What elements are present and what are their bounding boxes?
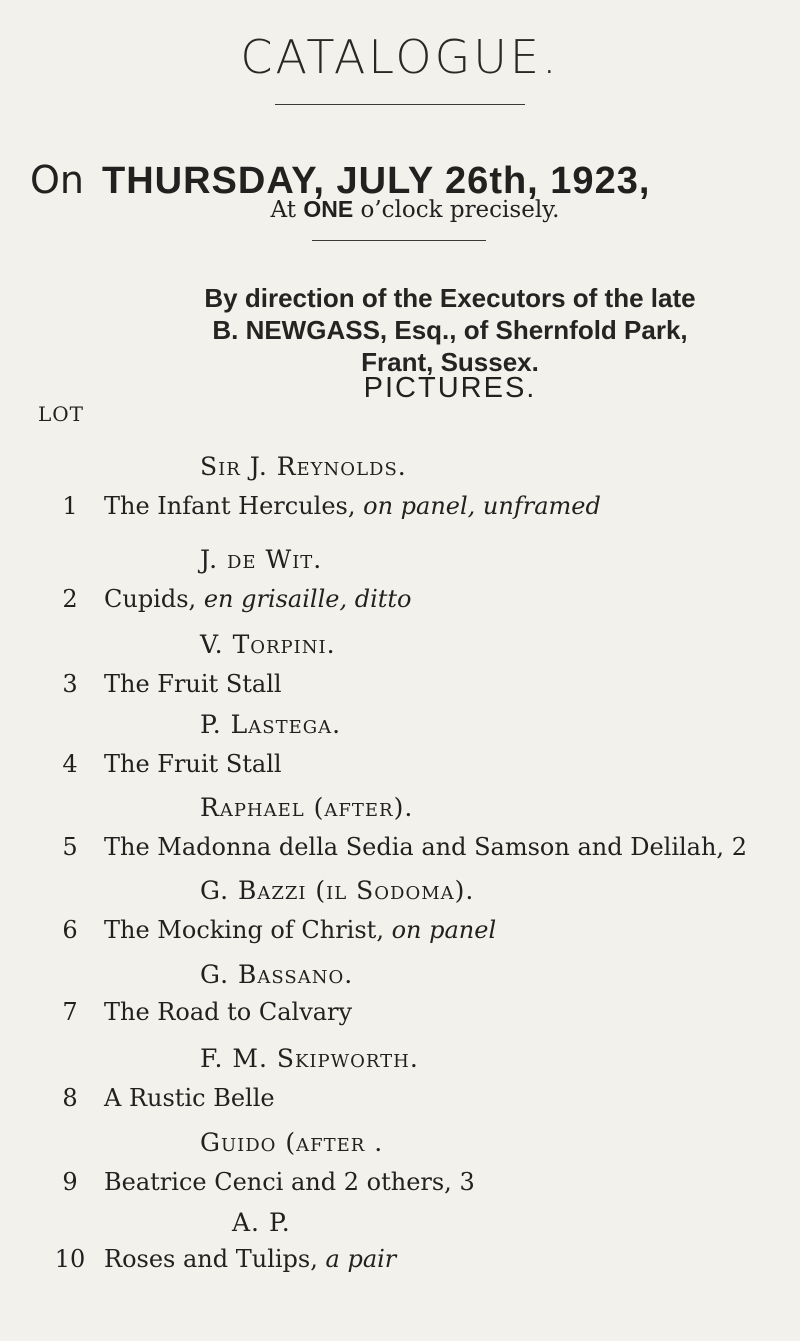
lot-description xyxy=(104,670,282,698)
time-suffix: o’clock precisely. xyxy=(360,197,560,223)
lot-title: A Rustic Belle xyxy=(104,1084,275,1112)
lot-artist: Raphael (after). xyxy=(200,793,414,822)
lot-title: The Mocking of Christ, xyxy=(104,916,384,944)
lot-title: Beatrice Cenci and 2 others, 3 xyxy=(104,1168,475,1196)
lot-artist: A. P. xyxy=(232,1208,291,1237)
lot-title: The Madonna della Sedia and Samson and Delilah, 2 xyxy=(104,833,747,861)
time-hour: ONE xyxy=(303,196,354,222)
lot-entry xyxy=(0,833,800,865)
lot-description xyxy=(104,585,412,613)
lot-title: The Fruit Stall xyxy=(104,670,282,698)
direction-line-1: By direction of the Executors of the late xyxy=(204,283,696,313)
lot-title: Cupids, xyxy=(104,585,197,613)
lot-number: 5 xyxy=(62,833,78,861)
sale-date: THURSDAY, JULY 26th, 1923, xyxy=(102,160,651,202)
lot-entry xyxy=(0,1084,800,1116)
title-rule xyxy=(275,104,525,105)
lot-artist: Guido (after . xyxy=(200,1128,384,1157)
lot-artist: G. Bazzi (il Sodoma). xyxy=(200,876,475,905)
lot-artist: Sir J. Reynolds. xyxy=(200,452,407,481)
lot-title: The Infant Hercules, xyxy=(104,492,356,520)
lot-artist: J. de Wit. xyxy=(200,545,323,574)
dateline-on: On xyxy=(30,158,84,202)
lot-description xyxy=(104,916,496,944)
executors-direction xyxy=(100,282,800,378)
lot-description xyxy=(104,1084,275,1112)
lot-number: 3 xyxy=(62,670,78,698)
lot-entry xyxy=(0,492,800,524)
lot-number: 8 xyxy=(62,1084,78,1112)
lot-number: 10 xyxy=(54,1245,86,1273)
lot-entry xyxy=(0,1168,800,1200)
section-heading: PICTURES. xyxy=(363,372,537,404)
lot-description xyxy=(104,492,601,520)
lot-entry xyxy=(0,1245,800,1277)
lot-artist: V. Torpini. xyxy=(200,630,336,659)
lot-artist: F. M. Skipworth. xyxy=(200,1044,419,1073)
lot-note: on panel xyxy=(391,916,497,944)
direction-line-3: Frant, Sussex. xyxy=(361,347,539,377)
lot-entry xyxy=(0,585,800,617)
lot-number: 6 xyxy=(62,916,78,944)
lot-description xyxy=(104,1168,475,1196)
lot-description xyxy=(104,1245,396,1273)
lot-note: a pair xyxy=(325,1245,397,1273)
catalogue-title: CATALOGUE. xyxy=(240,30,560,84)
lot-artist: G. Bassano. xyxy=(200,960,354,989)
time-prefix: At xyxy=(270,197,296,223)
lot-title: The Road to Calvary xyxy=(104,998,353,1026)
sale-time xyxy=(0,196,800,223)
lot-description xyxy=(104,833,747,861)
lot-artist: P. Lastega. xyxy=(200,710,342,739)
lot-note: en grisaille, ditto xyxy=(203,585,412,613)
lot-note: on panel, unframed xyxy=(363,492,601,520)
lot-number: 1 xyxy=(62,492,78,520)
lot-number: 7 xyxy=(62,998,78,1026)
lot-entry xyxy=(0,916,800,948)
lot-number: 4 xyxy=(62,750,78,778)
lot-title: The Fruit Stall xyxy=(104,750,282,778)
lot-description xyxy=(104,998,352,1026)
lot-number: 9 xyxy=(62,1168,78,1196)
lot-description xyxy=(104,750,282,778)
lot-entry xyxy=(0,670,800,702)
lot-column-heading: LOT xyxy=(38,402,85,426)
date-rule xyxy=(312,240,486,241)
lot-title: Roses and Tulips, xyxy=(104,1245,318,1273)
lot-entry xyxy=(0,998,800,1030)
lot-entry xyxy=(0,750,800,782)
direction-line-2: B. NEWGASS, Esq., of Shernfold Park, xyxy=(212,315,688,345)
lot-number: 2 xyxy=(62,585,78,613)
